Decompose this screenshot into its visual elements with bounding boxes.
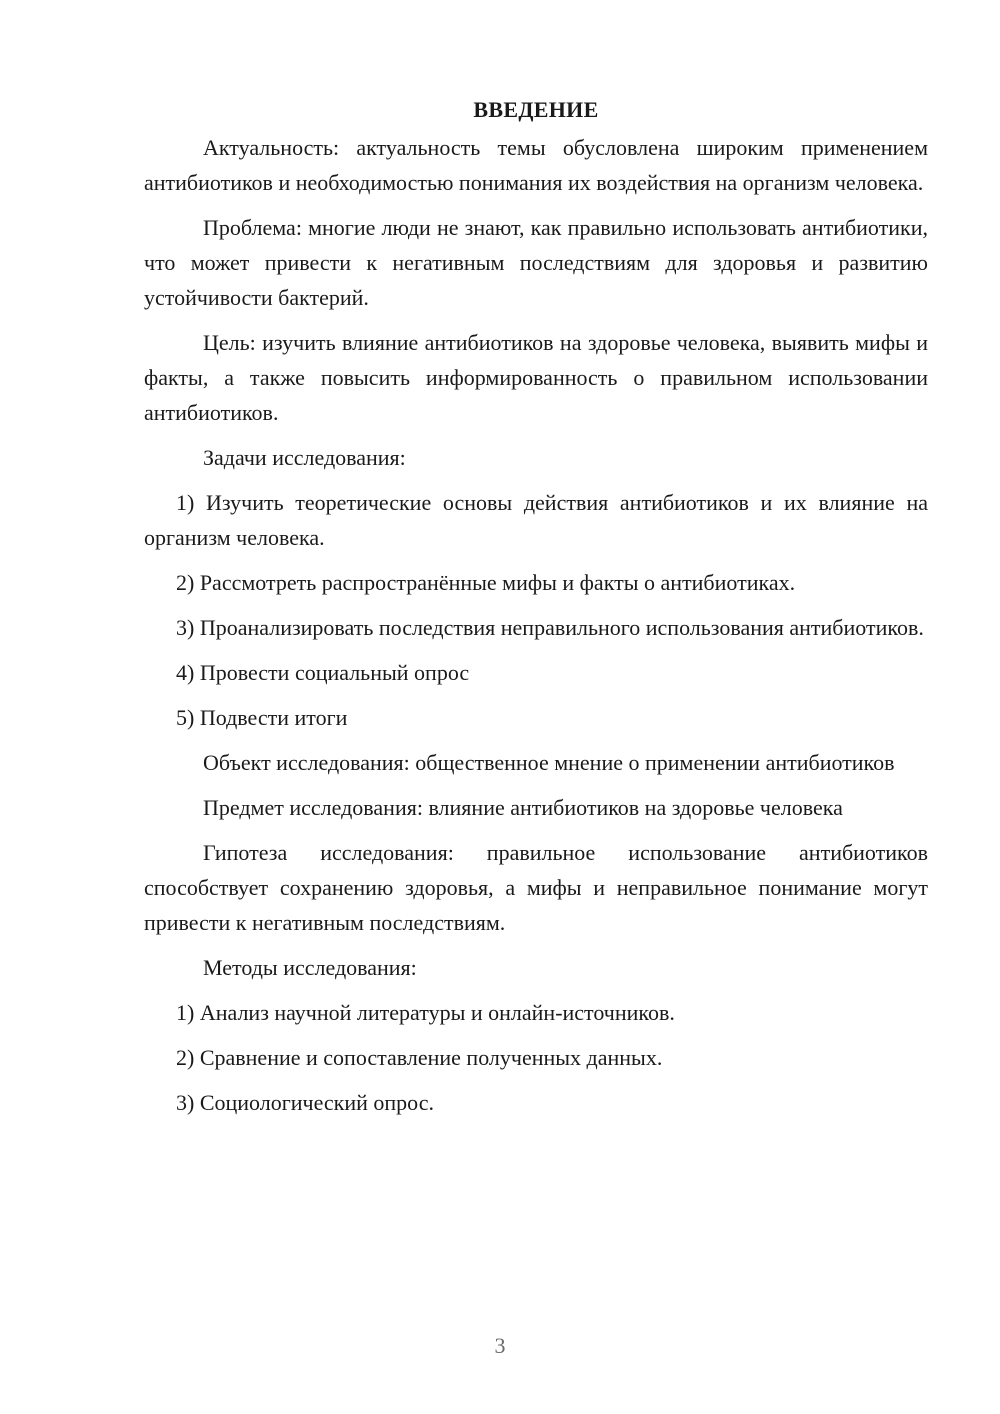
- goal-paragraph: Цель: изучить влияние антибиотиков на здоровье человека, выявить мифы и факты, а также повысить информированность о правильном использовании антибиотиков.: [144, 330, 928, 425]
- section-title: ВВЕДЕНИЕ: [473, 97, 599, 122]
- tasks-heading: Задачи исследования:: [203, 445, 406, 470]
- problem-paragraph: Проблема: многие люди не знают, как правильно использовать антибиотики, что может привести к негативным последствиям для здоровья и развитию устойчивости бактерий.: [144, 215, 928, 310]
- relevance-paragraph: Актуальность: актуальность темы обусловлена широким применением антибиотиков и необходимостью понимания их воздействия на организм человека.: [144, 135, 928, 195]
- method-item: 2) Сравнение и сопоставление полученных данных.: [176, 1045, 663, 1070]
- task-item: 5) Подвести итоги: [176, 705, 348, 730]
- method-item: 1) Анализ научной литературы и онлайн-источников.: [176, 1000, 675, 1025]
- hypothesis-paragraph: Гипотеза исследования: правильное использование антибиотиков способствует сохранению здоровья, а мифы и неправильное понимание могут привести к негативным последствиям.: [144, 840, 928, 935]
- task-item: 3) Проанализировать последствия неправильного использования антибиотиков.: [176, 615, 924, 640]
- page-number: 3: [494, 1333, 506, 1358]
- task-item: 4) Провести социальный опрос: [176, 660, 470, 685]
- methods-heading: Методы исследования:: [203, 955, 417, 980]
- method-item: 3) Социологический опрос.: [176, 1090, 434, 1115]
- object-paragraph: Объект исследования: общественное мнение о применении антибиотиков: [203, 750, 895, 775]
- subject-paragraph: Предмет исследования: влияние антибиотиков на здоровье человека: [203, 795, 843, 820]
- task-item: 1) Изучить теоретические основы действия антибиотиков и их влияние на организм человека.: [144, 490, 928, 550]
- document-page: [144, 92, 928, 1130]
- task-item: 2) Рассмотреть распространённые мифы и факты о антибиотиках.: [176, 570, 796, 595]
